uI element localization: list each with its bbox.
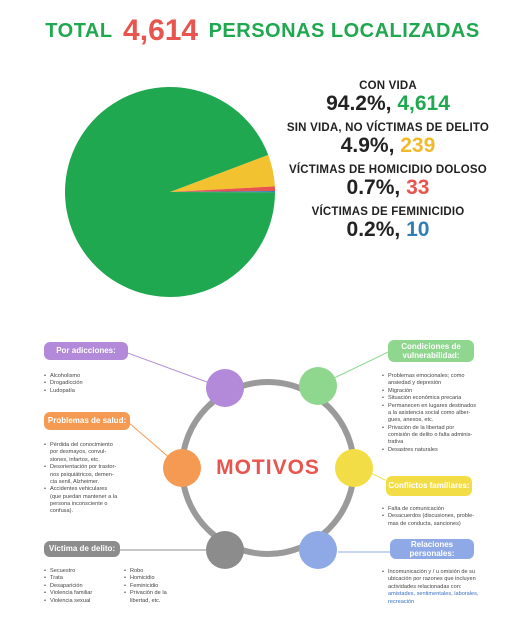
list-item: • Permanecen en lugares destinados [382, 403, 507, 410]
stat-value-homicidio [258, 176, 518, 200]
list-item: confusa). [50, 508, 74, 515]
list-adicciones [44, 373, 154, 395]
stat-value-con-vida [258, 92, 518, 116]
list-delito-col2 [124, 568, 194, 605]
list-item: • Desaparición [44, 583, 114, 590]
list-item: • Situación económica precaria [382, 395, 507, 402]
list-item: nos psiquiátricos, demen- [50, 471, 114, 478]
list-salud [44, 442, 154, 516]
pie-chart [60, 82, 280, 302]
list-item: (que puedan mantener a la [50, 493, 118, 500]
connector-vulnerabilidad [330, 352, 388, 380]
list-item: • Falta de comunicación [382, 506, 507, 513]
list-item: • Pérdida del conocimiento [44, 442, 154, 449]
list-item: • Feminicidio [124, 583, 194, 590]
stat-value-feminicidio [258, 218, 518, 242]
node-familiares [335, 449, 373, 487]
list-item: cia senil, Alzheimer. [50, 478, 100, 485]
list-item: • Privación de la libertad por [382, 425, 507, 432]
list-item: mas de conducta, sanciones) [388, 520, 461, 527]
stat-count: 4,614 [397, 92, 450, 115]
pill-delito: Víctima de delito: [44, 541, 120, 557]
list-item: actividades relacionadas con: [388, 583, 462, 590]
pill-relaciones: Relaciones personales: [390, 539, 474, 559]
list-item: • Accidentes vehiculares [44, 486, 154, 493]
list-item: • Secuestro [44, 568, 114, 575]
stat-title-sin-vida: SIN VIDA, NO VÍCTIMAS DE DELITO [286, 122, 490, 134]
list-relaciones [382, 569, 512, 606]
list-item-highlight: recreación [388, 598, 415, 605]
list-item: • Incomunicación y / u omisión de su [382, 569, 512, 576]
list-item: por desmayos, convul- [50, 449, 107, 456]
header-title: PERSONAS LOCALIZADAS [208, 20, 480, 42]
list-item: persona inconsciente o [50, 501, 108, 507]
list-item: • Desacuerdos (discusiones, proble- [382, 513, 507, 520]
list-item: libertad, etc. [130, 597, 161, 604]
motivos-label: MOTIVOS [216, 456, 320, 479]
list-item: • Alcoholismo [44, 373, 154, 380]
stat-count: 10 [406, 218, 430, 241]
list-item: gues, anexos, etc. [388, 417, 434, 424]
node-adicciones [206, 369, 244, 407]
list-item: • Violencia familiar [44, 590, 114, 597]
pill-vulnerabilidad: Condiciones de vulnerabilidad: [388, 340, 474, 362]
node-relaciones [299, 531, 337, 569]
stat-percent: 0.7%, [346, 176, 401, 199]
stat-percent: 4.9%, [340, 134, 395, 157]
list-item: • Ludopatía [44, 388, 154, 395]
list-item: • Migración [382, 388, 507, 395]
stats-panel [258, 80, 518, 242]
node-salud [163, 449, 201, 487]
list-item-highlight: amistades, sentimentales, laborales, [388, 591, 479, 598]
list-item: ubicación por razones que incluyen [388, 576, 476, 583]
node-delito [206, 531, 244, 569]
list-item: • Desastres naturales [382, 447, 507, 454]
list-delito-col1 [44, 568, 114, 605]
total-value: 4,614 [123, 14, 199, 47]
list-item: • Homicidio [124, 575, 194, 582]
list-item: ansiedad y depresión [388, 380, 442, 387]
list-item: a la asistencia social como alber- [388, 409, 471, 416]
header [0, 14, 525, 48]
list-item: • Problemas emocionales; como [382, 373, 507, 380]
stat-count: 33 [406, 176, 430, 199]
list-familiares [382, 506, 507, 528]
list-item: • Trata [44, 575, 114, 582]
pill-salud: Problemas de salud: [44, 412, 130, 430]
list-item: siones, infartos, etc. [50, 456, 100, 463]
list-item: • Privación de la [124, 590, 194, 597]
list-item: • Violencia sexual [44, 598, 114, 605]
pill-familiares: Conflictos familiares: [386, 476, 472, 496]
stat-value-sin-vida [258, 134, 518, 158]
pill-adicciones: Por adicciones: [44, 342, 128, 360]
list-item: • Robo [124, 568, 194, 575]
stat-percent: 0.2%, [346, 218, 401, 241]
stat-title-feminicidio: VÍCTIMAS DE FEMINICIDIO [311, 206, 465, 218]
list-item: trativa [388, 439, 404, 446]
stat-percent: 94.2%, [326, 92, 392, 115]
total-label: TOTAL [45, 20, 113, 42]
list-vulnerabilidad [382, 373, 507, 454]
list-item: • Desorientación por trastor- [44, 464, 154, 471]
stat-count: 239 [400, 134, 436, 157]
list-item: comisión de delito o falta adminis- [388, 432, 473, 438]
stat-title-homicidio: VÍCTIMAS DE HOMICIDIO DOLOSO [289, 164, 487, 176]
node-vulnerabilidad [299, 367, 337, 405]
stat-title-con-vida: CON VIDA [359, 80, 417, 92]
list-item: • Drogadicción [44, 380, 154, 387]
